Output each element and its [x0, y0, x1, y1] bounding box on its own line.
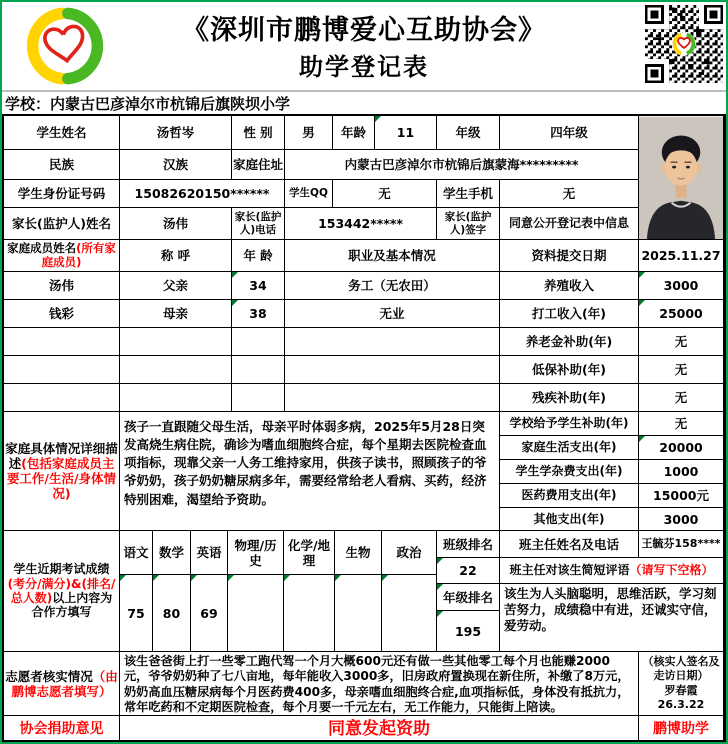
- member-relation: [120, 384, 232, 412]
- school-name: 内蒙古巴彦淖尔市杭锦后旗陕坝小学: [50, 94, 291, 113]
- grade-label: 年级: [437, 116, 500, 150]
- qq-label: 学生QQ: [285, 180, 333, 208]
- family-row: [4, 384, 724, 412]
- subject-score: [284, 575, 335, 652]
- student-phone-label: 学生手机: [437, 180, 500, 208]
- association-name: 《深圳市鹏博爱心互助协会》: [182, 15, 546, 46]
- subject-header: 数学: [153, 531, 191, 575]
- subject-score: [335, 575, 382, 652]
- comment-text: 该生为人头脑聪明，思维活跃，学习刻苦努力，成绩稳中有进，还诚实守信，爱劳动。: [500, 584, 724, 652]
- teacher-label: 班主任姓名及电话: [500, 531, 639, 558]
- brand-stamp: 鹏博助学: [639, 716, 724, 744]
- volunteer-text: 该生爸爸街上打一些零工跑代驾一个月大概600元还有做一些其他零工每个月也能赚2000元，爷爷奶奶种了七八亩地，每年能收入3000多，旧房政府置换现在新住所，补缴了8万元，奶奶高血压糖尿病每个月医药费400多，母亲嗜血细胞终合症,血项指标低，身体没有抵抗力，常年吃药和不定期医院检查，每个月要一千元左右，无工作能力，只能街上陪读。: [120, 652, 639, 716]
- subject-header: 生物: [335, 531, 382, 575]
- finance-value: 3000: [639, 508, 724, 531]
- finance-label: 学校给予学生补助(年): [500, 412, 639, 436]
- member-name: 钱彩: [4, 300, 120, 328]
- ethnicity-value: 汉族: [120, 150, 232, 180]
- member-name: [4, 356, 120, 384]
- subject-score: 80: [153, 575, 191, 652]
- finance-value: 无: [639, 384, 724, 412]
- grade-value: 四年级: [500, 116, 639, 150]
- guardian-sign-label: 家长(监护人)签字: [437, 208, 500, 240]
- finance-label: 学生学杂费支出(年): [500, 460, 639, 484]
- member-job: [285, 328, 500, 356]
- student-name-value: 汤哲岑: [120, 116, 232, 150]
- subject-header: 物理/历史: [228, 531, 284, 575]
- comment-label-note: （请写下空格）: [629, 563, 714, 578]
- situation-label-note: (包括家庭成员主要工作/生活/身体情况): [6, 456, 117, 501]
- member-relation: 母亲: [120, 300, 232, 328]
- student-name-label: 学生姓名: [4, 116, 120, 150]
- member-job: [285, 356, 500, 384]
- grade-rank-label: 年级排名: [437, 584, 500, 611]
- member-name: [4, 328, 120, 356]
- qq-value: 无: [333, 180, 437, 208]
- member-age: [232, 356, 285, 384]
- exam-label: 学生近期考试成绩(考分/满分)&(排名/总人数)以上内容为合作方填写: [4, 531, 120, 652]
- student-row-1: [4, 116, 639, 150]
- finance-label: 其他支出(年): [500, 508, 639, 531]
- age-label: 年龄: [333, 116, 375, 150]
- guardian-sign-value: 同意公开登记表中信息: [500, 208, 639, 240]
- finance-label: 家庭生活支出(年): [500, 436, 639, 460]
- guardian-phone-label: 家长(监护人)电话: [232, 208, 285, 240]
- member-job: 务工（无农田）: [285, 272, 500, 300]
- id-value: 15082620150******: [120, 180, 285, 208]
- finance-value: 15000元: [639, 484, 724, 508]
- family-header-row: [4, 240, 724, 272]
- subject-header: 英语: [191, 531, 228, 575]
- student-row-2: [4, 150, 639, 180]
- family-row: [4, 328, 724, 356]
- member-relation: [120, 328, 232, 356]
- age-header: 年 龄: [232, 240, 285, 272]
- student-photo: [639, 116, 724, 240]
- finance-value: 3000: [639, 272, 724, 300]
- verifier-date: 26.3.22: [657, 697, 705, 711]
- subject-header: 化学/地理: [284, 531, 335, 575]
- address-value: 内蒙古巴彦淖尔市杭锦后旗蒙海*********: [285, 150, 639, 180]
- submit-date-label: 资料提交日期: [500, 240, 639, 272]
- submit-date-value: 2025.11.27: [639, 240, 724, 272]
- volunteer-label: 志愿者核实情况（由鹏博志愿者填写）: [4, 652, 120, 716]
- guardian-name-label: 家长(监护人)姓名: [4, 208, 120, 240]
- finance-value: 无: [639, 356, 724, 384]
- member-age: 34: [232, 272, 285, 300]
- verifier-cell: [639, 652, 724, 716]
- family-row: [4, 272, 724, 300]
- member-job: [285, 384, 500, 412]
- finance-value: 1000: [639, 460, 724, 484]
- grade-rank-value: 195: [437, 611, 500, 652]
- subject-score: 69: [191, 575, 228, 652]
- form-title: [2, 8, 726, 82]
- finance-label: 残疾补助(年): [500, 384, 639, 412]
- student-info-section: [4, 116, 724, 240]
- member-age: [232, 384, 285, 412]
- verifier-label: （核实人签名及走访日期）: [642, 654, 720, 683]
- finance-value: 无: [639, 412, 724, 436]
- student-row-3: [4, 180, 639, 208]
- finance-label: 医药费用支出(年): [500, 484, 639, 508]
- verifier-name: 罗春霞: [664, 683, 698, 697]
- relation-header: 称 呼: [120, 240, 232, 272]
- family-row: [4, 356, 724, 384]
- school-line: [2, 92, 726, 114]
- member-age: 38: [232, 300, 285, 328]
- guardian-phone-value: 153442*****: [285, 208, 437, 240]
- subject-score: [228, 575, 284, 652]
- opinion-value: 同意发起资助: [120, 716, 639, 744]
- member-age: [232, 328, 285, 356]
- member-name: 汤伟: [4, 272, 120, 300]
- situation-label: 家庭具体情况详细描述(包括家庭成员主要工作/生活/身体情况): [4, 412, 120, 531]
- finance-label: 低保补助(年): [500, 356, 639, 384]
- family-name-label: 家庭成员姓名(所有家庭成员): [4, 240, 120, 272]
- finance-label: 养殖收入: [500, 272, 639, 300]
- comment-label: 班主任对该生简短评语（请写下空格）: [500, 558, 724, 584]
- subject-score: [382, 575, 437, 652]
- finance-label: 打工收入(年): [500, 300, 639, 328]
- qr-code: [645, 4, 723, 84]
- student-row-4: [4, 208, 639, 240]
- member-job: 无业: [285, 300, 500, 328]
- job-header: 职业及基本情况: [285, 240, 500, 272]
- family-name-label-note: (所有家庭成员): [41, 240, 116, 269]
- finance-value: 无: [639, 328, 724, 356]
- volunteer-label-note: （由鹏博志愿者填写）: [11, 668, 118, 699]
- situation-text: 孩子一直跟随父母生活，母亲平时体弱多病，2025年5月28日突发高烧生病住院，确诊为嗜血细胞终合症，每个星期去医院检查血项指标，现靠父亲一人务工维持家用，供孩子读书，照顾孩子的爷爷奶奶，孩子奶奶糖尿病多年，需要经常给老人看病、买药，经济特别困难，渴望给予资助。: [120, 412, 500, 531]
- form-name: 助学登记表: [299, 53, 429, 81]
- form-header: [2, 2, 726, 92]
- guardian-name-value: 汤伟: [120, 208, 232, 240]
- id-label: 学生身份证号码: [4, 180, 120, 208]
- finance-label: 养老金补助(年): [500, 328, 639, 356]
- ethnicity-label: 民族: [4, 150, 120, 180]
- finance-value: 20000: [639, 436, 724, 460]
- opinion-label: 协会捐助意见: [4, 716, 120, 744]
- exam-label-note: (考分/满分)&(排名/总人数): [7, 576, 116, 605]
- subject-score: 75: [120, 575, 153, 652]
- volunteer-section: [4, 652, 724, 716]
- school-label: 学校：: [5, 94, 51, 113]
- situation-section: [4, 412, 724, 531]
- opinion-section: [4, 716, 724, 744]
- class-rank-value: 22: [437, 558, 500, 584]
- family-row: [4, 300, 724, 328]
- member-relation: [120, 356, 232, 384]
- subject-header: 语文: [120, 531, 153, 575]
- subject-header: 政治: [382, 531, 437, 575]
- member-relation: 父亲: [120, 272, 232, 300]
- student-phone-value: 无: [500, 180, 639, 208]
- address-label: 家庭住址: [232, 150, 285, 180]
- gender-label: 性 别: [232, 116, 285, 150]
- finance-value: 25000: [639, 300, 724, 328]
- gender-value: 男: [285, 116, 333, 150]
- age-value: 11: [375, 116, 437, 150]
- exam-section: [4, 531, 724, 652]
- member-name: [4, 384, 120, 412]
- form-table: [2, 114, 726, 742]
- teacher-value: 王毓芬158****: [639, 531, 724, 558]
- class-rank-label: 班级排名: [437, 531, 500, 558]
